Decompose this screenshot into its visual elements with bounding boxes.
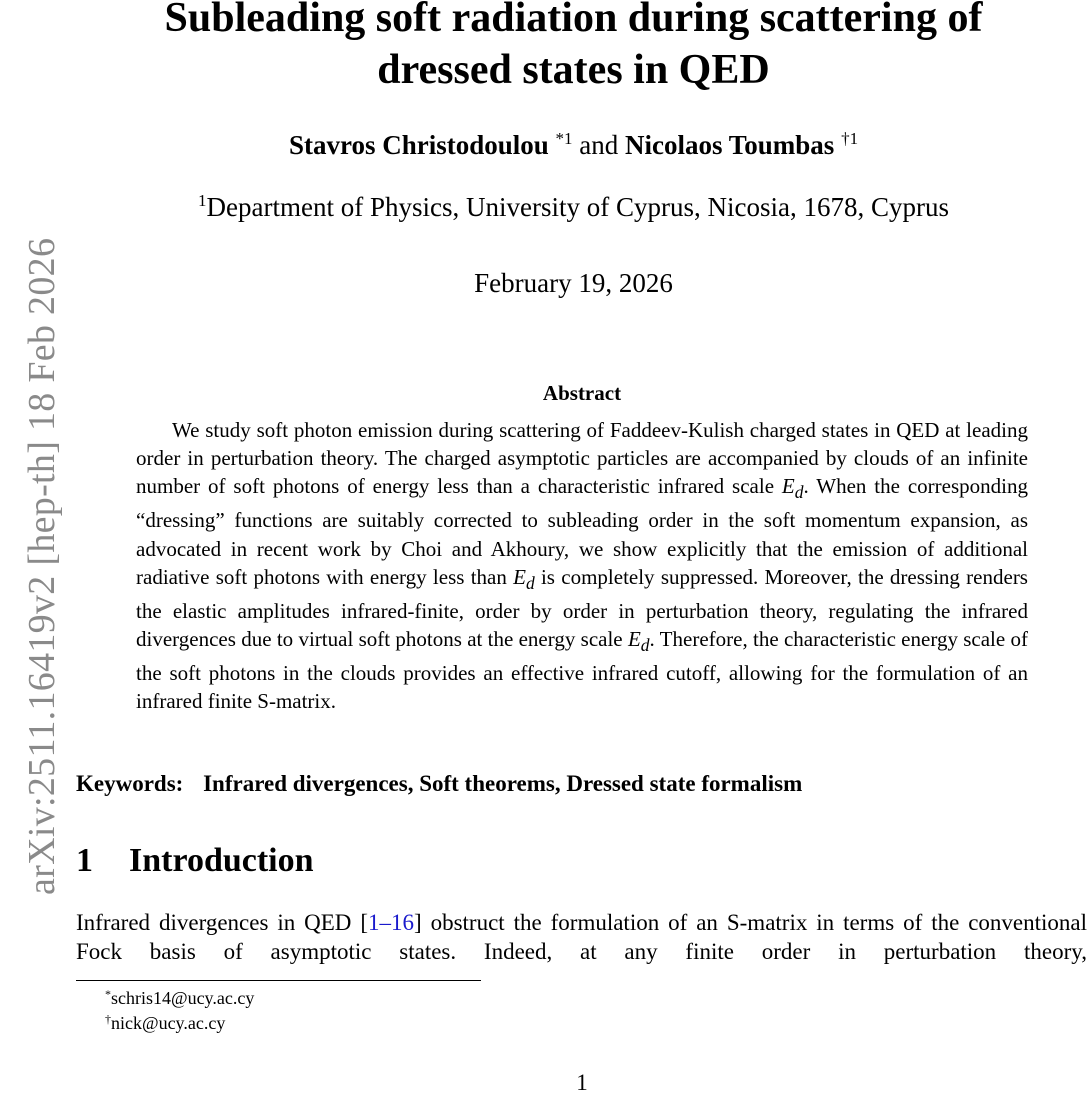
intro-paragraph: Infrared divergences in QED [1–16] obstruct the formulation of an S-matrix in terms of the conventional Fock basis of asymptotic states. Indeed, at any finite order in perturbation theory, [76, 910, 1087, 964]
author-connector: and [579, 130, 619, 160]
citation-link[interactable]: 1–16 [368, 910, 414, 935]
keywords [76, 771, 802, 797]
footnote-mark: † [105, 1012, 111, 1026]
footnote-email: nick@ucy.ac.cy [111, 1013, 226, 1033]
page-number: 1 [576, 1070, 588, 1095]
affiliation [60, 192, 1087, 223]
publication-date: February 19, 2026 [474, 268, 673, 298]
keywords-label: Keywords: [76, 771, 184, 796]
author-mark: *1 [555, 129, 573, 148]
paper-title [60, 0, 1087, 96]
affiliation-text: Department of Physics, University of Cyprus, Nicosia, 1678, Cyprus [206, 192, 949, 222]
footnote-2 [105, 1013, 225, 1034]
title-line-2: dressed states in QED [377, 47, 770, 93]
abstract-text: We study soft photon emission during scattering of Faddeev-Kulish charged states in QED at leading order in perturbation theory. The charged asymptotic particles are accompanied by clouds of an infinite number of soft photons of energy less than a characteristic infrared scale $E_d$. When the corresponding “dressing” functions are suitably corrected to subleading order in the soft momentum expansion, as advocated in recent work by Choi and Akhoury, we show explicitly that the emission of additional radiative soft photons with energy less than $E_d$ is completely suppressed. Moreover, the dressing renders the elastic amplitudes infrared-finite, order by order in perturbation theory, regulating the infrared divergences due to virtual soft photons at the energy scale $E_d$. Therefore, the characteristic energy scale of the soft photons in the clouds provides an effective infrared cutoff, allowing for the formulation of an infrared finite S-matrix. [136, 418, 1029, 714]
footnote-rule [76, 980, 481, 981]
arxiv-identifier: arXiv:2511.16419v2 [hep-th] 18 Feb 2026 [21, 237, 63, 895]
footnote-1 [105, 988, 254, 1009]
affiliation-mark: 1 [198, 191, 207, 210]
author-name: Stavros Christodoulou [288, 130, 549, 160]
title-line-1: Subleading soft radiation during scattering of [164, 0, 983, 41]
author-name: Nicolaos Toumbas [624, 130, 835, 160]
footnote-email: schris14@ucy.ac.cy [111, 988, 255, 1008]
section-number: 1 [76, 842, 93, 879]
section-title: Introduction [129, 842, 314, 879]
author-list [60, 130, 1087, 161]
keywords-list: Infrared divergences, Soft theorems, Dressed state formalism [203, 771, 803, 796]
author-mark: †1 [841, 129, 859, 148]
section-heading [76, 842, 314, 880]
footnote-mark: * [105, 987, 111, 1001]
abstract-heading: Abstract [542, 381, 622, 405]
